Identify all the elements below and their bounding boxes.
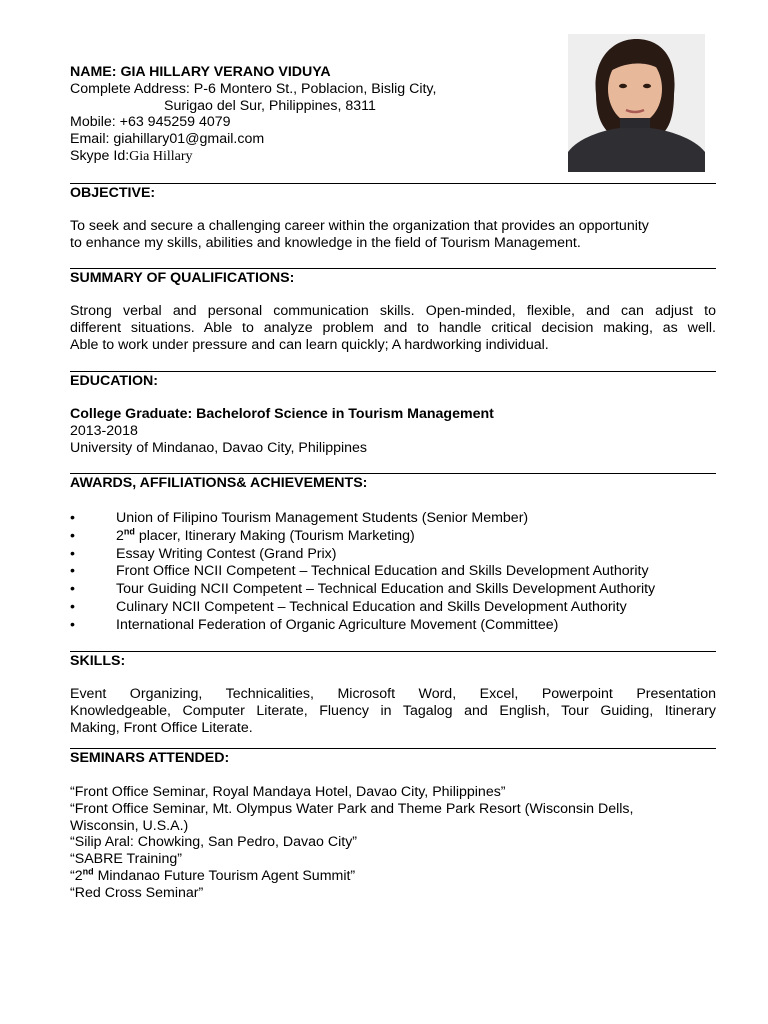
divider [70,183,716,184]
awards-list [70,510,716,635]
open-quote: “ [70,867,75,884]
objective-text [70,218,716,252]
profile-photo [568,34,705,172]
school: University of Mindanao, Davao City, Philippines [70,439,368,456]
list-item: “SABRE Training” [70,851,182,868]
list-item: “Silip Aral: Chowking, San Pedro, Davao City” [70,834,358,851]
education-heading: EDUCATION: [70,373,159,389]
ordinal-suffix: nd [123,526,135,537]
list-item [70,563,716,581]
summary-line: different situations. Able to analyze problem and to handle critical decision making, as well. [70,319,716,336]
bullet: • [70,545,75,562]
list-item [70,868,716,885]
award-text: Culinary NCII Competent – Technical Education and Skills Development Authority [116,598,627,615]
list-item: Wisconsin, U.S.A.) [70,817,189,834]
list-item [70,510,716,528]
list-item [70,546,716,564]
divider [70,473,716,474]
award-text: International Federation of Organic Agriculture Movement (Committee) [116,616,559,633]
bullet: • [70,598,75,615]
education-years: 2013-2018 [70,422,138,439]
awards-heading: AWARDS, AFFILIATIONS& ACHIEVEMENTS: [70,475,368,491]
divider [70,268,716,269]
email-address: Email: giahillary01@gmail.com [70,131,265,148]
seminars-heading: SEMINARS ATTENDED: [70,750,230,766]
divider [70,748,716,749]
list-item [70,528,716,546]
degree: College Graduate: Bachelorof Science in Tourism Management [70,406,494,422]
address-line-1: Complete Address: P-6 Montero St., Poblacion, Bislig City, [70,80,437,97]
ordinal-number: 2 [116,527,124,544]
award-text: Union of Filipino Tourism Management Students (Senior Member) [116,510,529,526]
seminars-list [70,784,716,902]
divider [70,371,716,372]
ordinal-suffix: nd [82,866,94,877]
mobile-number: Mobile: +63 945259 4079 [70,114,231,131]
address-line-2: Surigao del Sur, Philippines, 8311 [164,97,376,114]
skills-line: Event Organizing, Technicalities, Microsoft Word, Excel, Powerpoint Presentation [70,686,716,702]
list-item: “Front Office Seminar, Royal Mandaya Hotel, Davao City, Philippines” [70,784,506,800]
summary-line: Able to work under pressure and can learn quickly; A hardworking individual. [70,336,549,353]
summary-line: Strong verbal and personal communication skills. Open-minded, flexible, and can adjust to [70,303,716,319]
skype-value: Gia Hillary [129,148,193,164]
award-text: Tour Guiding NCII Competent – Technical Education and Skills Development Authority [116,581,656,598]
objective-line: To seek and secure a challenging career within the organization that provides an opportunity [70,218,649,234]
bullet: • [70,616,75,633]
bullet: • [70,563,75,580]
list-item [70,581,716,599]
award-text: Front Office NCII Competent – Technical Education and Skills Development Authority [116,563,649,580]
ordinal-number: 2 [74,867,83,884]
objective-heading: OBJECTIVE: [70,185,156,201]
divider [70,651,716,652]
skills-heading: SKILLS: [70,653,126,669]
skills-text [70,686,716,736]
bullet: • [70,527,75,544]
award-rest: placer, Itinerary Making (Tourism Marketing) [134,527,415,544]
objective-line: to enhance my skills, abilities and knowledge in the field of Tourism Management. [70,234,581,251]
skills-line: Knowledgeable, Computer Literate, Fluency in Tagalog and English, Tour Guiding, Itinerary [70,702,716,719]
bullet: • [70,581,75,598]
skype-label: Skype Id: [70,147,130,164]
applicant-name: NAME: GIA HILLARY VERANO VIDUYA [70,64,331,80]
summary-heading: SUMMARY OF QUALIFICATIONS: [70,270,295,286]
list-item: “Front Office Seminar, Mt. Olympus Water Park and Theme Park Resort (Wisconsin Dells, [70,800,634,817]
education-block [70,406,716,456]
list-item: “Red Cross Seminar” [70,884,204,901]
list-item [70,617,716,635]
bullet: • [70,510,75,526]
award-text [116,528,415,544]
award-text: Essay Writing Contest (Grand Prix) [116,545,337,562]
seminar-rest: Mindanao Future Tourism Agent Summit” [93,867,356,884]
summary-text [70,303,716,353]
skills-line: Making, Front Office Literate. [70,719,253,736]
list-item [70,599,716,617]
